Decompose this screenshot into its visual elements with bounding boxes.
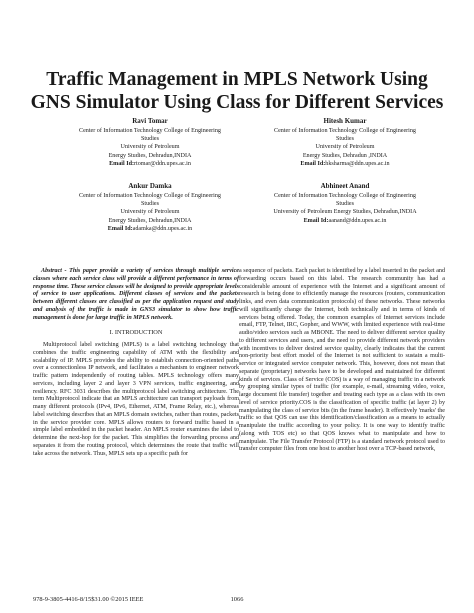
author-affiliation: Energy Studies, Dehradun,INDIA [108,217,192,224]
author-email: Email Id:rtomar@ddn.upes.ac.in [109,160,191,167]
author-affiliation: University of Petroleum [315,144,375,151]
author-name: Ravi Tomar [132,117,168,125]
author-card [50,182,250,233]
author-affiliation: Studies [141,136,159,143]
author-email: Email Id:adamka@ddn.upes.ac.in [107,225,193,232]
paper-title [10,68,464,114]
author-affiliation: Studies [336,201,354,208]
right-column [239,268,445,454]
author-name: Ankur Damka [128,182,172,190]
page-number: 1066 [230,596,244,603]
title-line-2: GNS Simulator Using Class for Different Services [30,92,444,113]
author-affiliation: Center of Information Technology College of Engineering [79,193,221,199]
author-email: Email Id:aanand@ddn.upes.ac.in [303,217,387,224]
author-affiliation: Studies [141,201,159,208]
author-affiliation: University of Petroleum Energy Studies, Dehradun,INDIA [273,209,417,216]
left-column [33,268,239,458]
author-affiliation: Energy Studies, Dehradun ,INDIA [302,152,388,159]
author-affiliation: Center of Information Technology College of Engineering [79,128,221,134]
author-name: Abhineet Anand [320,182,370,190]
author-affiliation: Energy Studies, Dehradun,INDIA [108,152,192,159]
isbn-copyright: 978-9-3805-4416-8/15$31.00 ©2015 IEEE [33,596,144,603]
author-affiliation: Center of Information Technology College of Engineering [274,128,416,134]
author-affiliation: Center of Information Technology College of Engineering [274,193,416,199]
author-card [245,182,445,225]
author-email: Email Id:hksharma@ddn.upes.ac.in [300,160,390,167]
abstract: Abstract - This paper provide a variety of services through multiple service classes where each service class will provide a different performance in terms of response time. These service classes will be designed to provide appropriate levels of service to user applications. Different classes of services and the packets between different classes are classified as per the application request and study and analysis of the traffic is made in GNS3 simulator to show how traffic management is done for large traffic in MPLS network. [33,268,239,321]
title-line-1: Traffic Management in MPLS Network Using [46,69,428,90]
author-affiliation: University of Petroleum [120,144,180,151]
author-affiliation: University of Petroleum [120,209,180,216]
body-paragraph-continued: a sequence of packets. Each packet is identified by a label inserted in the packet and forwarding occurs based on this label. The research community has had a considerable amount of experience with the Internet and a significant amount of research is being done to efficiently manage the resources (routers, communication links, and even data communication protocols) of these networks. These networks will significantly change the Internet, both technically and in terms of kinds of services being offered. Today, the common examples of Internet services include email, FTP, Telnet, IRC, Gopher, and WWW, with limited experience with real-time audio/video services such as MBONE. The need to deliver different service quality to different services and users, and the need to provide different network providers with incentives to deliver desired service quality, clearly indicates that the current non-priority best effort model of the Internet is not sufficient to sustain a multi-service or integrated service computer network. This, however, does not mean that separate (proprietary) networks have to be developed and maintained for different kinds of services. Class of Service (COS) is a way of managing traffic in a network by grouping similar types of traffic (for example, e-mail, streaming video, voice, large document file transfer) together and treating each type as a class with its own level of service priority.COS is the classification of specific traffic (at layer 2) by manipulating the class of service bits (in the frame header). It effectively 'marks' the traffic so that QOS can use this identification/classification as a means to actually manipulate the traffic according to your policy. It is one way to identify traffic (along with TOS etc) so that QOS knows what to manipulate and how to manipulate. The File Transfer Protocol (FTP) is a standard network protocol used to transfer computer files from one host to another host over a TCP-based network, [239,268,445,453]
introduction-paragraph: Multiprotocol label switching (MPLS) is a label switching technology that combines the traffic engineering capability of ATM with the flexibility and scalability of IP. MPLS provides the ability to establish connection-oriented paths over a connectionless IP network, and facilitates a mechanism to engineer network traffic pattern independently of routing tables. MPLS technology offers many services, including layer 2 and layer 3 VPN services, traffic engineering, and resiliency. RFC 3031 describes the multiprotocol label switching architecture. The term Multiprotocol indicate that an MPLS architecture can transport payloads from many different protocols (IPv4, IPv6, Ethernet, ATM, Frame Relay, etc.), whereas label switching describes that an MPLS domain switches, rather than routes, packets in the service provider core. MPLS allows routers to forward traffic based in a simple label embedded in the packet header. An MPLS router examines the label to determine the next-hop for the packet. This simplifies the forwarding process and separates it from the routing protocol, which determines the route that traffic will take across the network. Thus, MPLS sets up a specific path for [33,342,239,457]
author-card [245,117,445,168]
author-name: Hitesh Kumar [323,117,367,125]
author-card [50,117,250,168]
section-heading-introduction: I. INTRODUCTION [109,329,163,337]
author-affiliation: Studies [336,136,354,143]
